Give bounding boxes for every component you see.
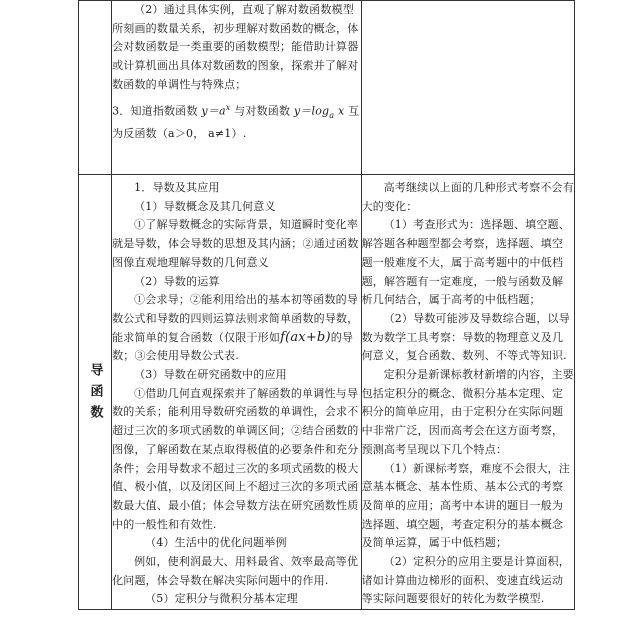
exam-analysis-cell — [361, 175, 574, 610]
exp-superscript: x — [225, 102, 231, 112]
statement-prefix: 3．知道指数函数 — [112, 104, 198, 118]
integral-intro: 定积分是新课标教材新增的内容，主要包括定积分的概念、微积分基本定理、定积分的简单应用，由于定积分在实际问题中非常广泛，因而高考会在这方面考察，预测高考呈现以下几个特点： — [361, 368, 574, 456]
inverse-function-statement — [112, 99, 361, 144]
syllabus-table — [78, 0, 575, 610]
section-title: 导函数 — [87, 363, 103, 426]
analysis-point-2: （2）导数可能涉及导数综合题，以导数为数学工具考察：导数的物理意义及几何意义，复合函数、数列、不等式等知识. — [361, 311, 570, 363]
heading-derivative: 1．导数及其应用 — [134, 181, 220, 194]
log-argument: x — [337, 104, 345, 118]
subheading-application: （3）导数在研究函数中的应用 — [134, 368, 287, 382]
composite-function-formula: f(ax+b) — [280, 329, 331, 345]
logarithm-content-cell — [112, 1, 362, 175]
derivative-syllabus-cell — [112, 175, 362, 610]
exp-function-formula: y＝a — [201, 104, 226, 118]
concept-text: ①了解导数概念的实际背景，知道瞬时变化率就是导数，体会导数的思想及其内涵；②通过函数图像直观地理解导数的几何意义 — [112, 218, 359, 269]
statement-middle: 与对数函数 — [234, 104, 291, 118]
section-title-cell — [79, 175, 112, 610]
integral-point-1: （1）新课标考察，难度不会很大，注意基本概念、基本性质、基本公式的考察及简单的应用；高考中本讲的题目一般为选择题、填空题，考查定积分的基本概念及简单运算，属于中低档题； — [361, 461, 570, 550]
statement-suffix: 互为反函数（a＞0， a≠1）. — [112, 104, 360, 141]
empty-right-cell — [361, 1, 574, 175]
logarithm-paragraph: （2）通过具体实例，直观了解对数函数模型所刻画的数量关系，初步理解对数函数的概念，体会对数函数是一类重要的函数模型；能借助计算器或计算机画出具体对数函数的图象，探索并了解对数函数的单调性与特殊点； — [112, 3, 359, 91]
operation-text — [112, 291, 361, 366]
log-function-formula: y＝log — [293, 104, 330, 118]
application-text: ①借助几何直观探索并了解函数的单调性与导数的关系；能利用导数研究函数的单调性，会求不超过三次的多项式函数的单调区间；②结合函数的图像，了解函数在某点取得极值的必要条件和充分条件；会用导数求不超过三次的多项式函数的极大值、极小值，以及闭区间上不超过三次的多项式函数最大值、最小值；体会导数方法在研究函数性质中的一般性和有效性. — [112, 386, 359, 531]
log-base-subscript: a — [329, 110, 335, 120]
operation-text-suffix: 的导数；③会使用导数公式表. — [112, 330, 354, 363]
analysis-intro: 高考继续以上面的几种形式考察不会有大的变化： — [361, 181, 574, 213]
subheading-operation: （2）导数的运算 — [134, 274, 220, 288]
row-label-cell-empty — [79, 1, 112, 175]
subheading-optimization: （4）生活中的优化问题举例 — [145, 536, 287, 550]
subheading-integral: （5）定积分与微积分基本定理 — [145, 592, 298, 606]
subheading-concept: （1）导数概念及其几何意义 — [134, 199, 276, 213]
integral-point-2: （2）定积分的应用主要是计算面积，诸如计算曲边梯形的面积、变速直线运动等实际问题要很好的转化为数学模型. — [361, 555, 570, 606]
table-row-logarithm — [79, 1, 575, 175]
operation-text-prefix: ①会求导；②能利用给出的基本初等函数的导数公式和导数的四则运算法则求简单函数的导数，能求简单的复合函数（仅限于形如 — [112, 293, 359, 344]
optimization-text: 例如，使利润最大、用料最省、效率最高等优化问题，体会导数在解决实际问题中的作用. — [112, 555, 359, 587]
table-row-derivative — [79, 175, 575, 610]
analysis-point-1: （1）考查形式为：选择题、填空题、解答题各种题型都会考察，选择题、填空题一般难度不大，属于高考题中的中低档题，解答题有一定难度，一般与函数及解析几何结合，属于高考的中低档题； — [361, 218, 570, 307]
